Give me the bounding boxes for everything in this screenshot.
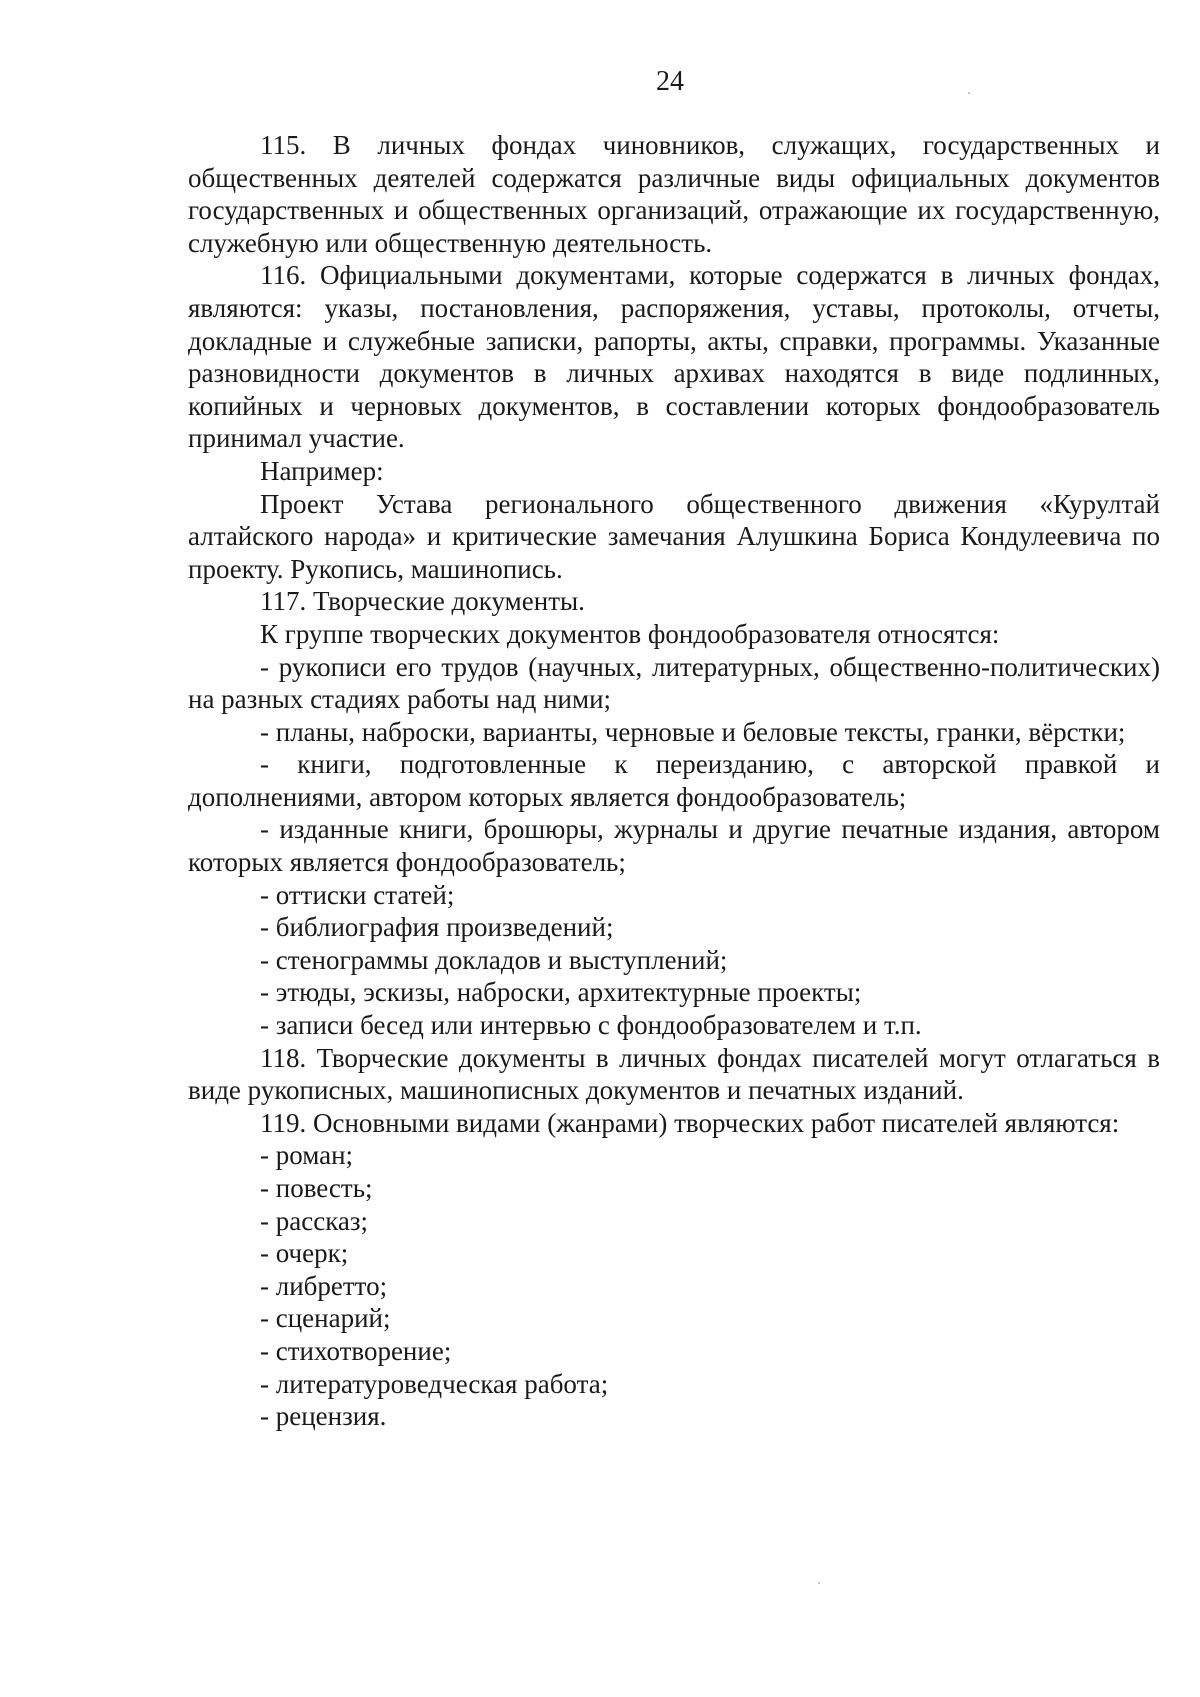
- list-item-interviews: - записи бесед или интервью с фондообразователем и т.п.: [260, 1010, 922, 1041]
- paragraph-117: 117. Творческие документы.: [260, 586, 585, 617]
- genre-item: - роман;: [260, 1140, 354, 1171]
- document-body: [188, 129, 1160, 1433]
- genre-item: - очерк;: [260, 1238, 349, 1269]
- genre-item: - рассказ;: [260, 1205, 369, 1236]
- list-item-sketches: - этюды, эскизы, наброски, архитектурные проекты;: [260, 977, 862, 1008]
- list-item-books-reissue: - книги, подготовленные к переизданию, с авторской правкой и дополнениями, автором которых является фондообразователь;: [188, 749, 1160, 812]
- scan-speck: [968, 92, 970, 94]
- list-item-drafts: - планы, наброски, варианты, черновые и беловые тексты, гранки, вёрстки;: [260, 716, 1126, 747]
- list-item-published: - изданные книги, брошюры, журналы и другие печатные издания, автором которых является фондообразователь;: [188, 814, 1160, 878]
- genre-item: - литературоведческая работа;: [260, 1368, 609, 1399]
- list-item-transcripts: - стенограммы докладов и выступлений;: [260, 944, 728, 975]
- example-text: Проект Устава регионального общественного движения «Курултай алтайского народа» и критические замечания Алушкина Бориса Кондулеевича по проекту. Рукопись, машинопись.: [188, 488, 1160, 584]
- genre-item: - повесть;: [260, 1173, 373, 1203]
- genre-item: - либретто;: [260, 1270, 388, 1301]
- creative-docs-intro: К группе творческих документов фондообразователя относятся:: [260, 618, 1000, 649]
- paragraph-116: 116. Официальными документами, которые содержатся в личных фондах, являются: указы, постановления, распоряжения, уставы, протоколы, отчеты, докладные и служебные записки, рапорты, акты, справки, программы. Указанные разновидности документов в личных архивах находятся в виде подлинных, копийных и черновых документов, в составлении которых фондообразователь принимал участие.: [188, 260, 1160, 454]
- list-item-manuscripts: - рукописи его трудов (научных, литературных, общественно-политических) на разных стадиях работы над ними;: [188, 651, 1160, 715]
- paragraph-115: 115. В личных фондах чиновников, служащих, государственных и общественных деятелей содержатся различные виды официальных документов государственных и общественных организаций, отражающие их государственную, служебную или общественную деятельность.: [188, 130, 1160, 258]
- paragraph-119: 119. Основными видами (жанрами) творческих работ писателей являются:: [260, 1107, 1120, 1138]
- example-label: Например:: [260, 455, 384, 486]
- genre-item: - сценарий;: [260, 1303, 391, 1334]
- list-item-bibliography: - библиография произведений;: [260, 912, 614, 943]
- genre-item: - рецензия.: [260, 1401, 387, 1432]
- scan-speck: [818, 1582, 820, 1584]
- paragraph-118: 118. Творческие документы в личных фондах писателей могут отлагаться в виде рукописных, машинописных документов и печатных изданий.: [188, 1042, 1160, 1106]
- list-item-offprints: - оттиски статей;: [260, 879, 455, 910]
- page-number: 24: [656, 66, 684, 97]
- genre-item: - стихотворение;: [260, 1335, 452, 1366]
